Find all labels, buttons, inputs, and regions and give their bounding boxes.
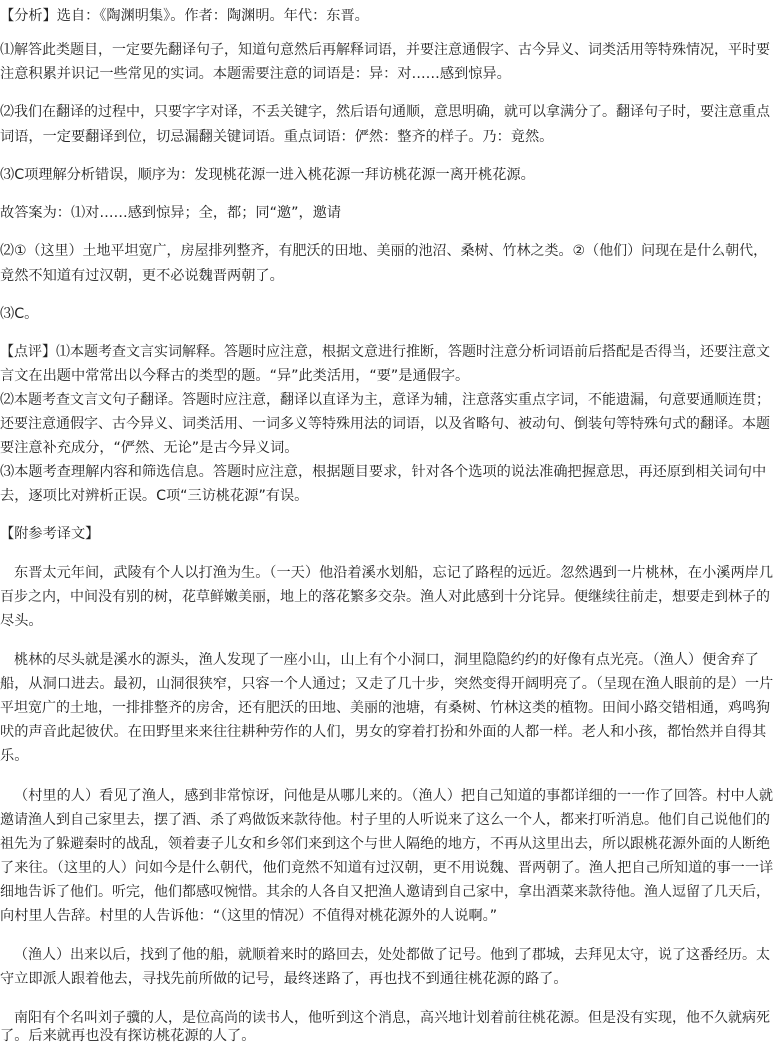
answer-line-2-part-1: ⑵①（这里）土地平坦宽广，房屋排列整齐，有肥沃的田地、美丽的池沼、桑树、竹林之类。②（他们）问现在是什么朝代， — [0, 243, 768, 259]
analysis-item-1-line-2: 注意积累并识记一些常见的实词。本题需要注意的词语是：异：对……感到惊异。 — [0, 66, 511, 82]
analysis-item-1-line-1: ⑴解答此类题目，一定要先翻译句子，知道句意然后再解释词语，并要注意通假字、古今异义、词类活用等特殊情况，平时要 — [0, 42, 770, 58]
answer-line-1: 故答案为：⑴对……感到惊异；全，都；同“邀”，邀请 — [0, 205, 342, 221]
comment-line-3: ⑵本题考查文言文句子翻译。答题时应注意，翻译以直译为主，意译为辅，注意落实重点字词，不能遗漏，句意要通顺连贯； — [0, 392, 770, 408]
translation-para-2-line-2: 船，从洞口进去。最初，山洞很狭窄，只容一个人通过；又走了几十步，突然变得开阔明亮了。（呈现在渔人眼前的是）一片 — [0, 676, 774, 692]
translation-para-3-line-3: 祖先为了躲避秦时的战乱，领着妻子儿女和乡邻们来到这个与世人隔绝的地方，不再从这里出去，所以跟桃花源外面的人断绝 — [0, 836, 770, 852]
answer-line-3: ⑶C。 — [0, 306, 39, 322]
translation-para-3-line-1: （村里的人）看见了渔人，感到非常惊讶，问他是从哪儿来的。（渔人）把自己知道的事都详细的一一作了回答。村中人就 — [14, 788, 774, 804]
translation-para-3-line-2: 邀请渔人到自己家里去，摆了酒、杀了鸡做饭来款待他。村子里的人听说来了这么一个人，都来打听消息。他们自己说他们的 — [0, 812, 770, 828]
analysis-item-2-line-1: ⑵我们在翻译的过程中，只要字字对译，不丢关键字，然后语句通顺，意思明确，就可以拿满分了。翻译句子时，要注意重点 — [0, 104, 770, 120]
translation-para-1-line-1: 东晋太元年间，武陵有个人以打渔为生。（一天）他沿着溪水划船，忘记了路程的远近。忽然遇到一片桃林，在小溪两岸几 — [14, 565, 774, 581]
analysis-item-3: ⑶C项理解分析错误，顺序为：发现桃花源一进入桃花源一拜访桃花源一离开桃花源。 — [0, 167, 535, 183]
translation-para-2-line-1: 桃林的尽头就是溪水的源头，渔人发现了一座小山，山上有个小洞口，洞里隐隐约约的好像有点光亮。（渔人）便舍弃了 — [14, 652, 759, 668]
answer-line-2-part-2: 竟然不知道有过汉朝，更不必说魏晋两朝了。 — [0, 268, 284, 284]
translation-para-3-line-6: 向村里人告辞。村里的人告诉他：“（这里的情况）不值得对桃花源外的人说啊。” — [0, 908, 498, 924]
translation-para-2-line-3: 平坦宽广的土地，一排排整齐的房舍，还有肥沃的田地、美丽的池塘，有桑树、竹林这类的植物。田间小路交错相通，鸡鸣狗 — [0, 700, 770, 716]
translation-para-4-line-1: （渔人）出来以后，找到了他的船，就顺着来时的路回去，处处都做了记号。他到了郡城，去拜见太守，说了这番经历。太 — [14, 947, 770, 963]
comment-line-2: 言文在出题中常常出以今释古的类型的题。“异”此类活用，“要”是通假字。 — [0, 368, 470, 384]
translation-para-2-line-4: 吠的声音此起彼伏。在田野里来来往往耕种劳作的人们，男女的穿着打扮和外面的人都一样。老人和小孩，都怡然并自得其 — [0, 724, 767, 740]
comment-line-5: 要注意补充成分，“俨然、无论”是古今异义词。 — [0, 440, 299, 456]
comment-line-1: 【点评】⑴本题考查文言实词解释。答题时应注意，根据文意进行推断，答题时注意分析词语前后搭配是否得当，还要注意文 — [0, 344, 770, 360]
translation-para-2-line-5: 乐。 — [0, 748, 29, 764]
translation-para-5-line-1: 南阳有个名叫刘子骥的人，是位高尚的读书人，他听到这个消息，高兴地计划着前往桃花源。但是没有实现，他不久就病死 — [14, 1010, 770, 1026]
analysis-source-line: 【分析】选自：《陶渊明集》。作者：陶渊明。年代：东晋。 — [0, 8, 369, 24]
translation-para-4-line-2: 守立即派人跟着他去，寻找先前所做的记号，最终迷路了，再也找不到通往桃花源的路了。 — [0, 971, 568, 987]
translation-para-5-line-2: 了。后来就再也没有探访桃花源的人了。 — [0, 1028, 256, 1044]
translation-para-3-line-4: 了来往。（这里的人）问如今是什么朝代，他们竟然不知道有过汉朝，更不用说魏、晋两朝了。渔人把自己所知道的事一一详 — [0, 860, 774, 876]
comment-line-7: 去，逐项比对辨析正误。C项“三访桃花源”有误。 — [0, 488, 309, 504]
translation-para-1-line-3: 尽头。 — [0, 613, 43, 629]
comment-line-4: 还要注意通假字、古今异义、词类活用、一词多义等特殊用法的词语，以及省略句、被动句、倒装句等特殊句式的翻译。本题 — [0, 416, 770, 432]
translation-heading: 【附参考译文】 — [0, 526, 100, 542]
translation-para-1-line-2: 百步之内，中间没有别的树，花草鲜嫩美丽，地上的落花繁多交杂。渔人对此感到十分诧异。便继续往前走，想要走到林子的 — [0, 589, 770, 605]
comment-line-6: ⑶本题考查理解内容和筛选信息。答题时应注意，根据题目要求，针对各个选项的说法准确把握意思，再还原到相关词句中 — [0, 464, 767, 480]
analysis-item-2-line-2: 词语，一定要翻译到位，切忌漏翻关键词语。重点词语：俨然：整齐的样子。乃：竟然。 — [0, 129, 554, 145]
translation-para-3-line-5: 细地告诉了他们。听完，他们都感叹惋惜。其余的人各自又把渔人邀请到自己家中，拿出酒菜来款待他。渔人逗留了几天后， — [0, 884, 770, 900]
